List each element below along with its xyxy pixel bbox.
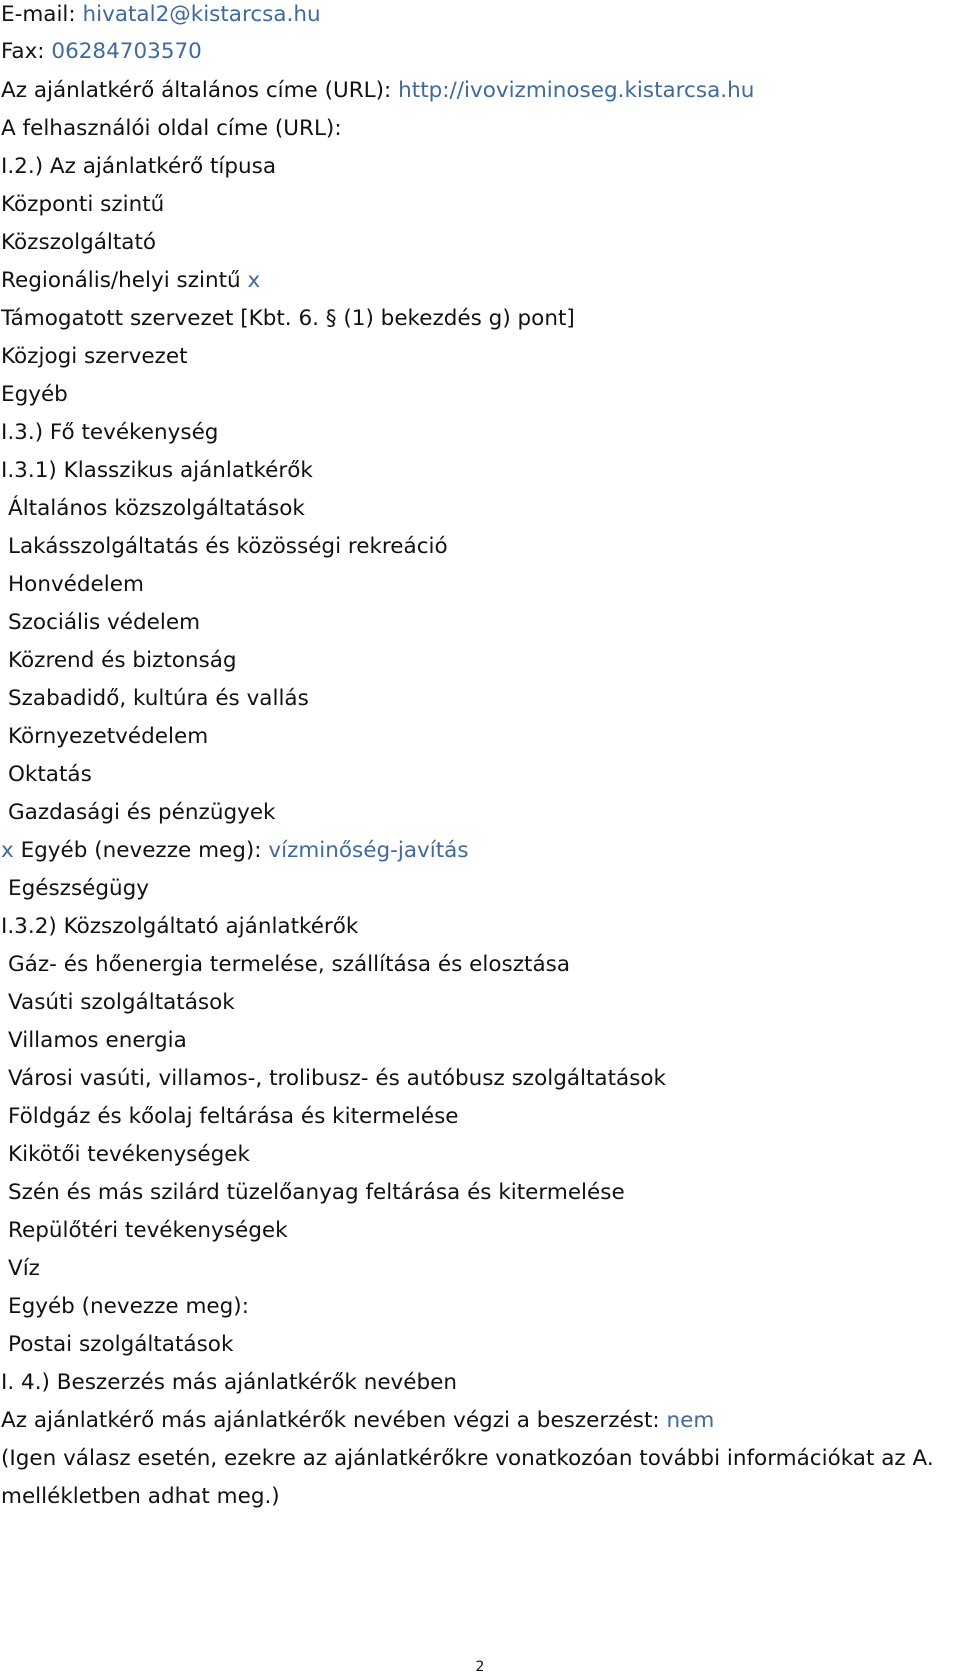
utility-item: Szén és más szilárd tüzelőanyag feltárása és kitermelése (8, 1180, 625, 1205)
email-row (1, 0, 321, 30)
utility-item: Földgáz és kőolaj feltárása és kitermelése (8, 1104, 459, 1129)
behalf-note: (Igen válasz esetén, ezekre az ajánlatkérőkre vonatkozóan további információkat az A. mellékletben adhat meg.) (1, 1446, 934, 1509)
activity-item: Közrend és biztonság (8, 648, 237, 673)
email-label: E-mail: (1, 2, 76, 27)
activity-item: Honvédelem (8, 572, 144, 597)
user-url-label: A felhasználói oldal címe (URL): (1, 116, 342, 141)
section-i3-heading: I.3.) Fő tevékenység (1, 420, 219, 445)
utility-item: Gáz- és hőenergia termelése, szállítása és elosztása (8, 952, 571, 977)
selected-mark: x (247, 268, 261, 293)
activity-item: Oktatás (8, 762, 92, 787)
section-i31-heading: I.3.1) Klasszikus ajánlatkérők (1, 458, 313, 483)
section-i4-heading: I. 4.) Beszerzés más ajánlatkérők nevében (1, 1370, 458, 1395)
type-item-label: Egyéb (1, 382, 68, 407)
other-label: Egyéb (nevezze meg): (20, 838, 262, 863)
activity-item: Gazdasági és pénzügyek (8, 800, 276, 825)
utility-item: Egyéb (nevezze meg): (8, 1294, 249, 1319)
activity-item: Környezetvédelem (8, 724, 209, 749)
utility-item: Városi vasúti, villamos-, trolibusz- és autóbusz szolgáltatások (8, 1066, 667, 1091)
utility-item: Postai szolgáltatások (8, 1332, 234, 1357)
type-item (1, 304, 575, 334)
fax-label: Fax: (1, 39, 45, 64)
section-i32-heading: I.3.2) Közszolgáltató ajánlatkérők (1, 914, 359, 939)
activity-item: Lakásszolgáltatás és közösségi rekreáció (8, 534, 448, 559)
type-item (1, 342, 188, 372)
type-item-label: Regionális/helyi szintű (1, 268, 241, 293)
activity-item-other-selected (1, 836, 469, 866)
type-item (1, 380, 68, 410)
other-value: vízminőség-javítás (268, 838, 469, 863)
activity-item: Szabadidő, kultúra és vallás (8, 686, 309, 711)
page-number: 2 (475, 1659, 485, 1675)
selected-mark: x (1, 838, 14, 863)
fax-value: 06284703570 (51, 39, 202, 64)
utility-item: Repülőtéri tevékenységek (8, 1218, 288, 1243)
utility-item: Villamos energia (8, 1028, 187, 1053)
utility-item: Vasúti szolgáltatások (8, 990, 235, 1015)
activity-item: Szociális védelem (8, 610, 201, 635)
type-item-label: Központi szintű (1, 192, 165, 217)
type-item-label: Közjogi szervezet (1, 344, 188, 369)
type-item-label: Támogatott szervezet [Kbt. 6. § (1) bekezdés g) pont] (1, 306, 575, 331)
section-i2-heading: I.2.) Az ajánlatkérő típusa (1, 154, 277, 179)
url-link[interactable]: http://ivovizminoseg.kistarcsa.hu (398, 78, 755, 103)
url-row (1, 76, 754, 106)
utility-item: Kikötői tevékenységek (8, 1142, 250, 1167)
email-link[interactable]: hivatal2@kistarcsa.hu (82, 2, 321, 27)
type-item-selected (1, 266, 260, 296)
utility-item: Víz (8, 1256, 40, 1281)
activity-item: Általános közszolgáltatások (8, 496, 305, 521)
type-item (1, 190, 164, 220)
type-item (1, 228, 156, 258)
behalf-question: Az ajánlatkérő más ajánlatkérők nevében végzi a beszerzést: (1, 1408, 660, 1433)
activity-item: Egészségügy (8, 876, 150, 901)
type-item-label: Közszolgáltató (1, 230, 157, 255)
url-label: Az ajánlatkérő általános címe (URL): (1, 78, 392, 103)
behalf-row (1, 1406, 714, 1436)
behalf-answer: nem (666, 1408, 715, 1433)
fax-row (1, 37, 202, 67)
